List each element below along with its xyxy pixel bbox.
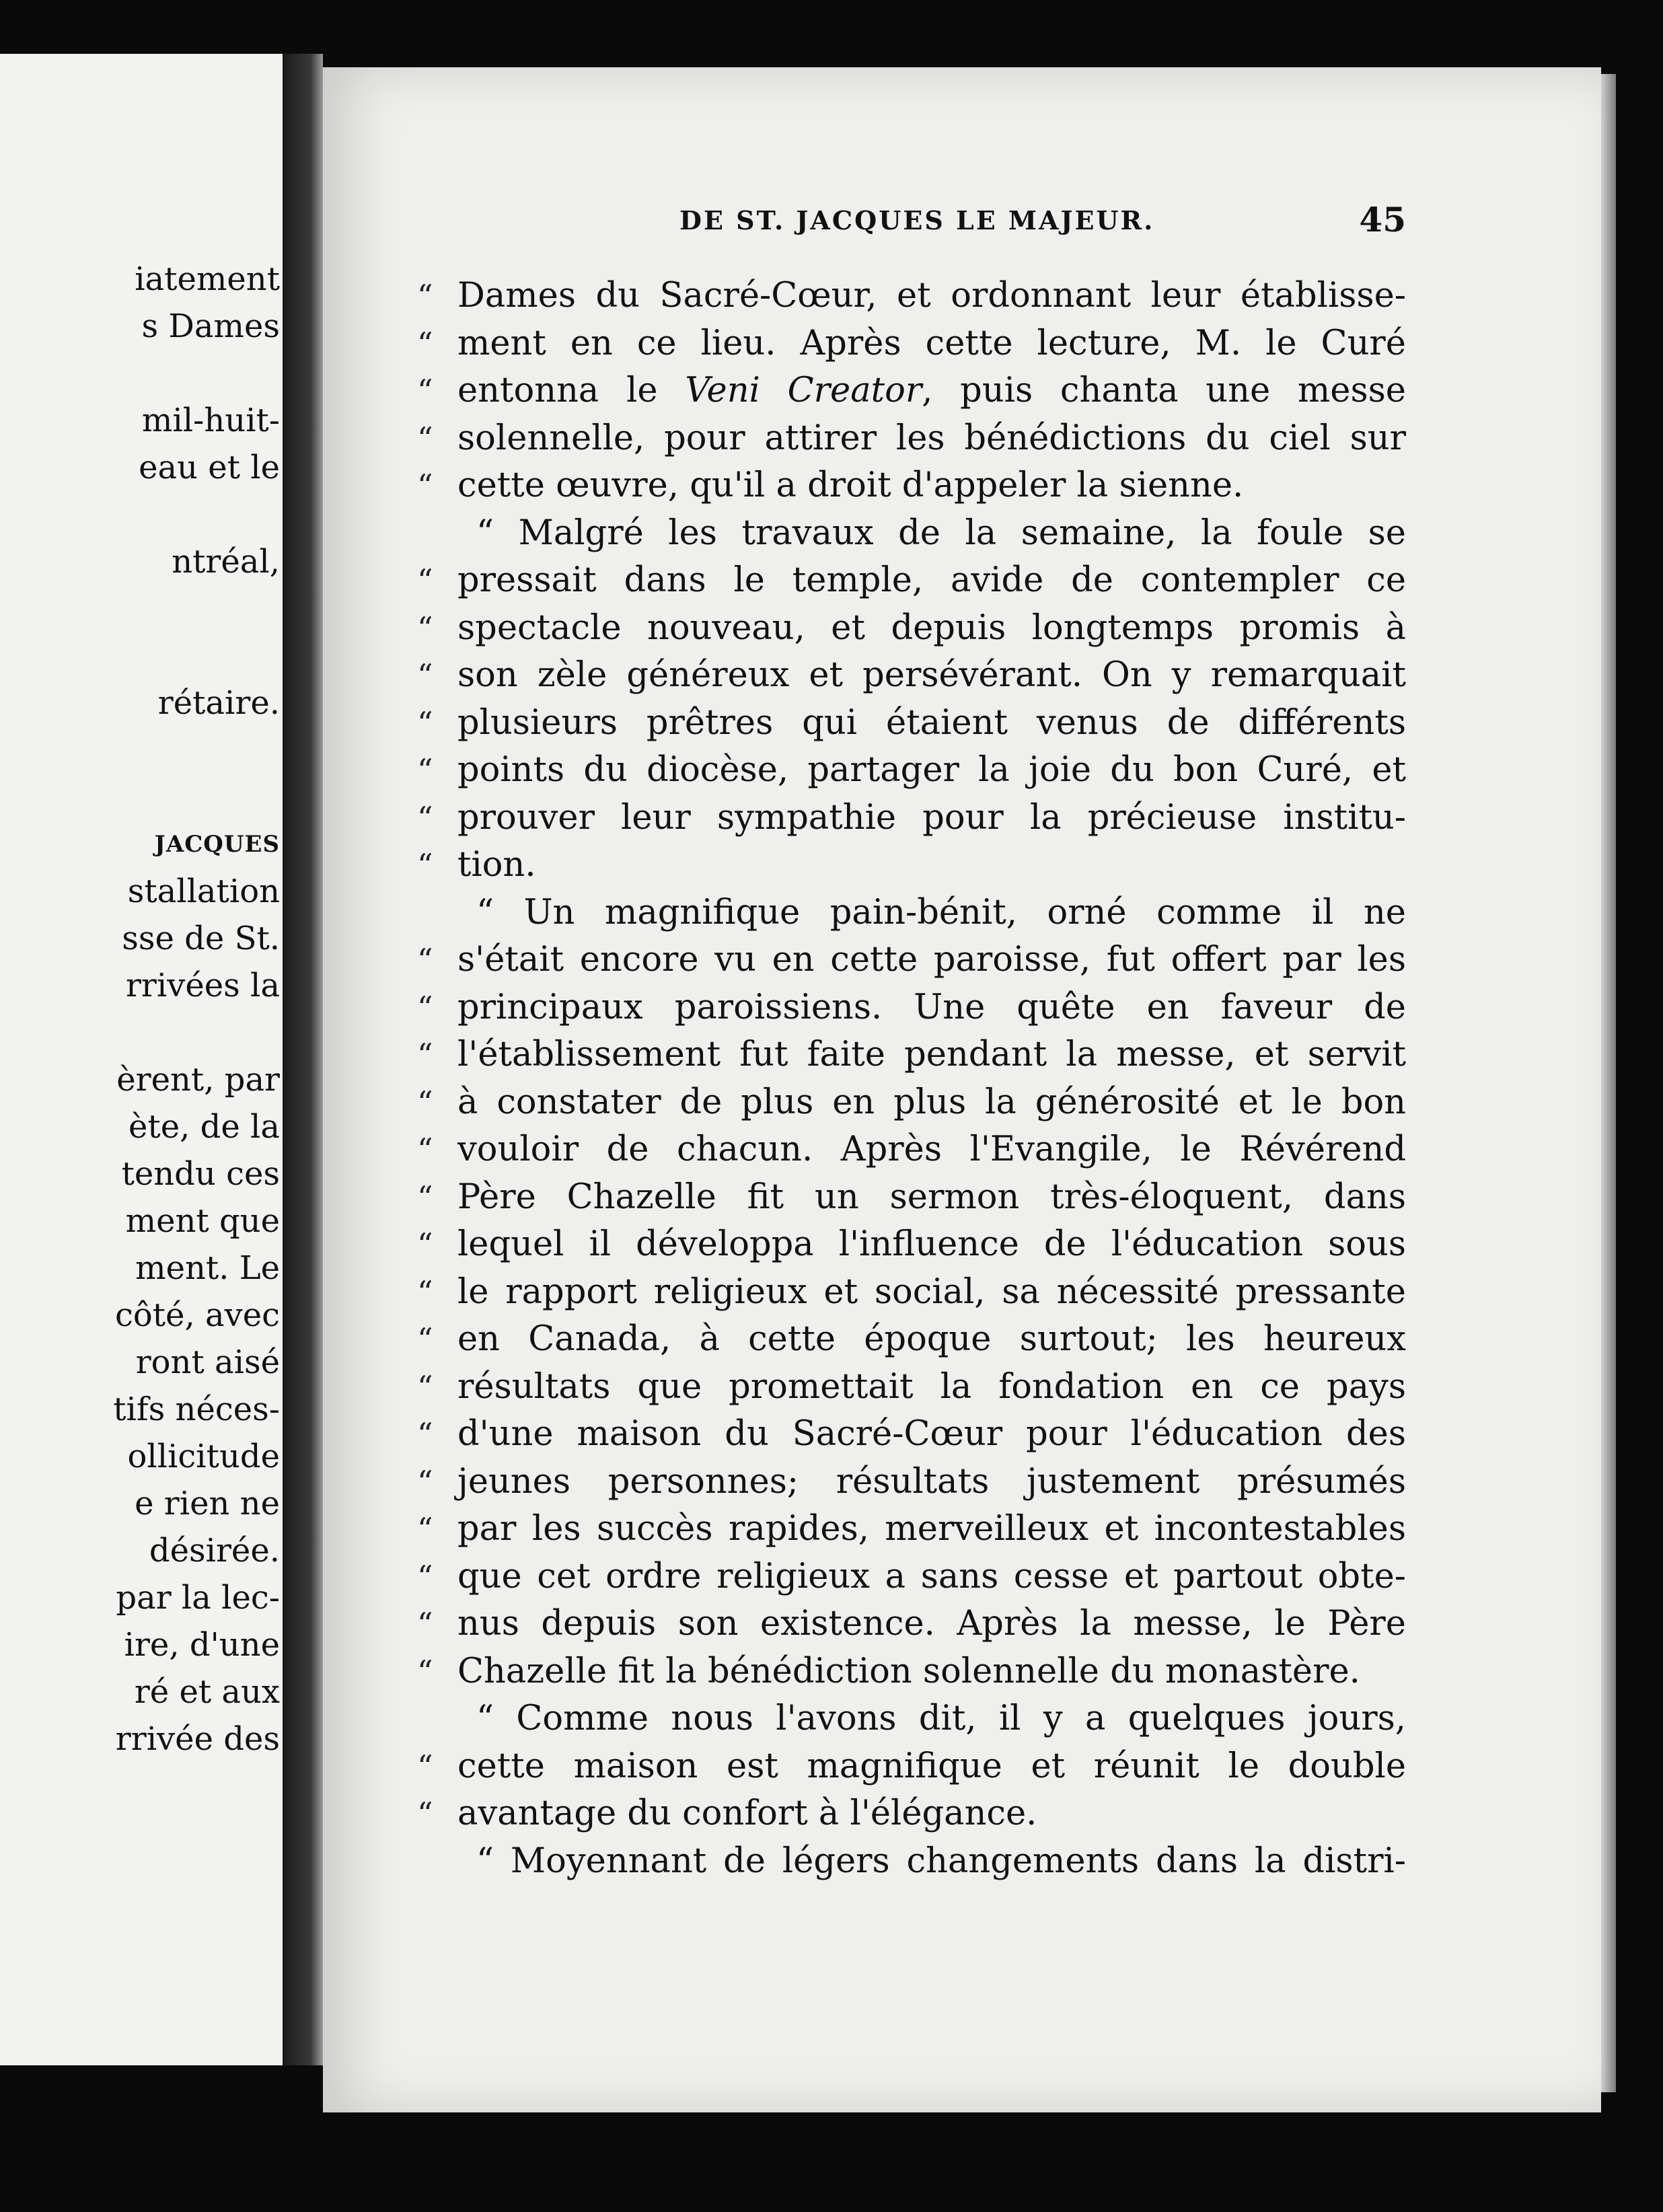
line-text: d'une maison du Sacré-Cœur pour l'éducation des [457, 1414, 1406, 1454]
page-edge [1601, 74, 1616, 2092]
left-page-text-fragments [0, 256, 283, 1763]
left-page-line: mil-huit- [141, 402, 280, 439]
quote-mark: “ [417, 1463, 433, 1500]
text-line [417, 605, 1406, 653]
left-page-line: désirée. [149, 1532, 280, 1570]
quote-mark: “ [417, 847, 433, 883]
line-text: prouver leur sympathie pour la précieuse institu- [457, 797, 1406, 838]
left-page-line [0, 350, 283, 397]
line-text: cette maison est magnifique et réunit le double [457, 1746, 1406, 1786]
text-line [417, 367, 1406, 415]
quote-mark: “ [417, 1511, 433, 1547]
line-text: lequel il développa l'influence de l'éducation sous [457, 1224, 1406, 1264]
line-text: s'était encore vu en cette paroisse, fut offert par les [457, 940, 1406, 980]
left-page-line: èrent, par [116, 1061, 280, 1099]
quote-mark: “ [417, 1748, 433, 1785]
text-line [417, 415, 1406, 463]
line-text: le rapport religieux et social, sa nécessité pressante [457, 1271, 1406, 1312]
left-page-line [0, 774, 283, 821]
left-page-line: tendu ces [121, 1155, 280, 1193]
text-line [417, 652, 1406, 700]
line-text: “ Un magnifique pain-bénit, orné comme il ne [476, 892, 1406, 932]
quote-mark: “ [417, 562, 433, 599]
text-line [417, 1743, 1406, 1791]
line-text: tion. [457, 845, 536, 885]
text-line [417, 1838, 1406, 1886]
line-text: par les succès rapides, merveilleux et incontestables [457, 1509, 1406, 1549]
quote-mark: “ [417, 1558, 433, 1595]
line-text: nus depuis son existence. Après la messe, le Père [457, 1604, 1406, 1644]
left-page-line: ire, d'une [124, 1626, 280, 1664]
line-text: Chazelle fit la bénédiction solennelle du monastère. [457, 1651, 1360, 1691]
line-text: pressait dans le temple, avide de contempler ce [457, 560, 1406, 600]
quote-mark: “ [417, 1653, 433, 1690]
left-page-line: eau et le [139, 449, 280, 486]
line-text: spectacle nouveau, et depuis longtemps promis à [457, 607, 1406, 648]
line-text: Dames du Sacré-Cœur, et ordonnant leur établisse- [457, 276, 1406, 316]
text-line [417, 1316, 1406, 1364]
left-page-line [0, 727, 283, 774]
text-line [417, 936, 1406, 984]
left-facing-page [0, 54, 283, 2065]
left-page-line: sse de St. [122, 920, 280, 957]
line-text: son zèle généreux et persévérant. On y remarquait [457, 655, 1406, 695]
left-page-line: s Dames [141, 307, 280, 345]
line-text-pre: entonna le [457, 371, 686, 410]
line-text: avantage du confort à l'élégance. [457, 1794, 1037, 1833]
line-text: vouloir de chacun. Après l'Evangile, le Révérend [457, 1130, 1406, 1169]
left-page-line [0, 632, 283, 679]
left-page-line: ollicitude [127, 1438, 280, 1475]
text-line [417, 889, 1406, 937]
text-line [417, 1506, 1406, 1553]
text-line [417, 1553, 1406, 1601]
line-text: que cet ordre religieux a sans cesse et partout obte- [457, 1556, 1406, 1596]
line-text: ment en ce lieu. Après cette lecture, M. le Curé [457, 323, 1406, 363]
text-line [417, 462, 1406, 510]
line-text: principaux paroissiens. Une quête en faveur de [457, 987, 1406, 1027]
quote-mark: “ [417, 278, 433, 314]
left-page-line: ront aisé [135, 1343, 280, 1381]
line-text: Père Chazelle fit un sermon très-éloquent, dans [457, 1177, 1406, 1217]
text-line [417, 320, 1406, 368]
quote-mark: “ [417, 1796, 433, 1832]
quote-mark: “ [417, 799, 433, 836]
line-text [457, 367, 1406, 415]
running-head: DE ST. JACQUES LE MAJEUR. [679, 205, 1155, 235]
left-page-line: e rien ne [135, 1485, 280, 1522]
quote-mark: “ [417, 373, 433, 409]
line-text: jeunes personnes; résultats justement présumés [457, 1461, 1406, 1502]
line-text: cette œuvre, qu'il a droit d'appeler la sienne. [457, 466, 1244, 505]
left-page-line [0, 1009, 283, 1056]
left-page-line: rétaire. [157, 684, 280, 722]
line-text: solennelle, pour attirer les bénédictions du ciel sur [457, 418, 1406, 458]
text-line [417, 1411, 1406, 1459]
body-text [417, 272, 1406, 1885]
line-text: “ Comme nous l'avons dit, il y a quelques jours, [476, 1699, 1406, 1738]
text-line [417, 510, 1406, 558]
quote-mark: “ [417, 1084, 433, 1121]
text-line [417, 1600, 1406, 1648]
quote-mark: “ [417, 704, 433, 741]
quote-mark: “ [417, 468, 433, 504]
line-text: points du diocèse, partager la joie du bon Curé, et [457, 750, 1406, 790]
line-text: à constater de plus en plus la générosité et le bon [457, 1082, 1406, 1122]
left-page-line: stallation [127, 873, 280, 910]
left-page-line: ré et aux [134, 1673, 280, 1711]
line-text-post: , puis chanta une messe [922, 371, 1406, 410]
left-page-line: rrivée des [115, 1720, 280, 1758]
left-page-line: rrivées la [125, 967, 280, 1004]
text-line [417, 1648, 1406, 1696]
quote-mark: “ [417, 1368, 433, 1405]
left-page-line: ment. Le [135, 1249, 280, 1287]
left-page-line: JACQUES [154, 831, 280, 858]
text-line [417, 1790, 1406, 1838]
text-line [417, 1364, 1406, 1411]
line-text: “ Malgré les travaux de la semaine, la foule se [476, 513, 1406, 553]
page-number: 45 [1359, 200, 1406, 239]
text-line [417, 795, 1406, 842]
text-line [417, 1459, 1406, 1506]
text-line [417, 557, 1406, 605]
left-page-line [0, 491, 283, 538]
text-line [417, 1079, 1406, 1127]
line-text: l'établissement fut faite pendant la messe, et servit [457, 1035, 1406, 1074]
text-line [417, 1126, 1406, 1174]
quote-mark: “ [417, 420, 433, 457]
left-page-line: par la lec- [116, 1579, 280, 1617]
line-text: plusieurs prêtres qui étaient venus de différents [457, 702, 1406, 743]
quote-mark: “ [417, 1606, 433, 1642]
quote-mark: “ [417, 325, 433, 362]
line-text: en Canada, à cette époque surtout; les heureux [457, 1319, 1406, 1359]
left-page-line: iatement [135, 260, 280, 298]
line-text: résultats que promettait la fondation en ce pays [457, 1366, 1406, 1407]
text-line [417, 700, 1406, 747]
text-line [417, 1269, 1406, 1317]
page-header [679, 200, 1406, 252]
left-page-line: ment que [125, 1202, 280, 1240]
italic-title: Veni Creator [685, 371, 922, 410]
text-line [417, 1221, 1406, 1269]
text-line [417, 842, 1406, 889]
left-page-line: tifs néces- [113, 1391, 280, 1428]
text-line [417, 1174, 1406, 1222]
quote-mark: “ [417, 1226, 433, 1263]
book-gutter [283, 54, 323, 2065]
quote-mark: “ [417, 1321, 433, 1358]
text-line [417, 272, 1406, 320]
quote-mark: “ [417, 610, 433, 647]
quote-mark: “ [417, 1132, 433, 1168]
left-page-line [0, 585, 283, 632]
quote-mark: “ [417, 942, 433, 978]
quote-mark: “ [417, 752, 433, 788]
quote-mark: “ [417, 1037, 433, 1073]
quote-mark: “ [417, 657, 433, 694]
line-text: “ Moyennant de légers changements dans la distri- [476, 1841, 1406, 1881]
quote-mark: “ [417, 1274, 433, 1311]
quote-mark: “ [417, 1416, 433, 1452]
quote-mark: “ [417, 989, 433, 1026]
text-line [417, 1695, 1406, 1743]
text-line [417, 1031, 1406, 1079]
left-page-line: ète, de la [128, 1108, 280, 1146]
left-page-line: ntréal, [172, 543, 280, 581]
quote-mark: “ [417, 1179, 433, 1216]
text-line [417, 747, 1406, 795]
text-line [417, 984, 1406, 1032]
left-page-line: côté, avec [114, 1296, 280, 1334]
